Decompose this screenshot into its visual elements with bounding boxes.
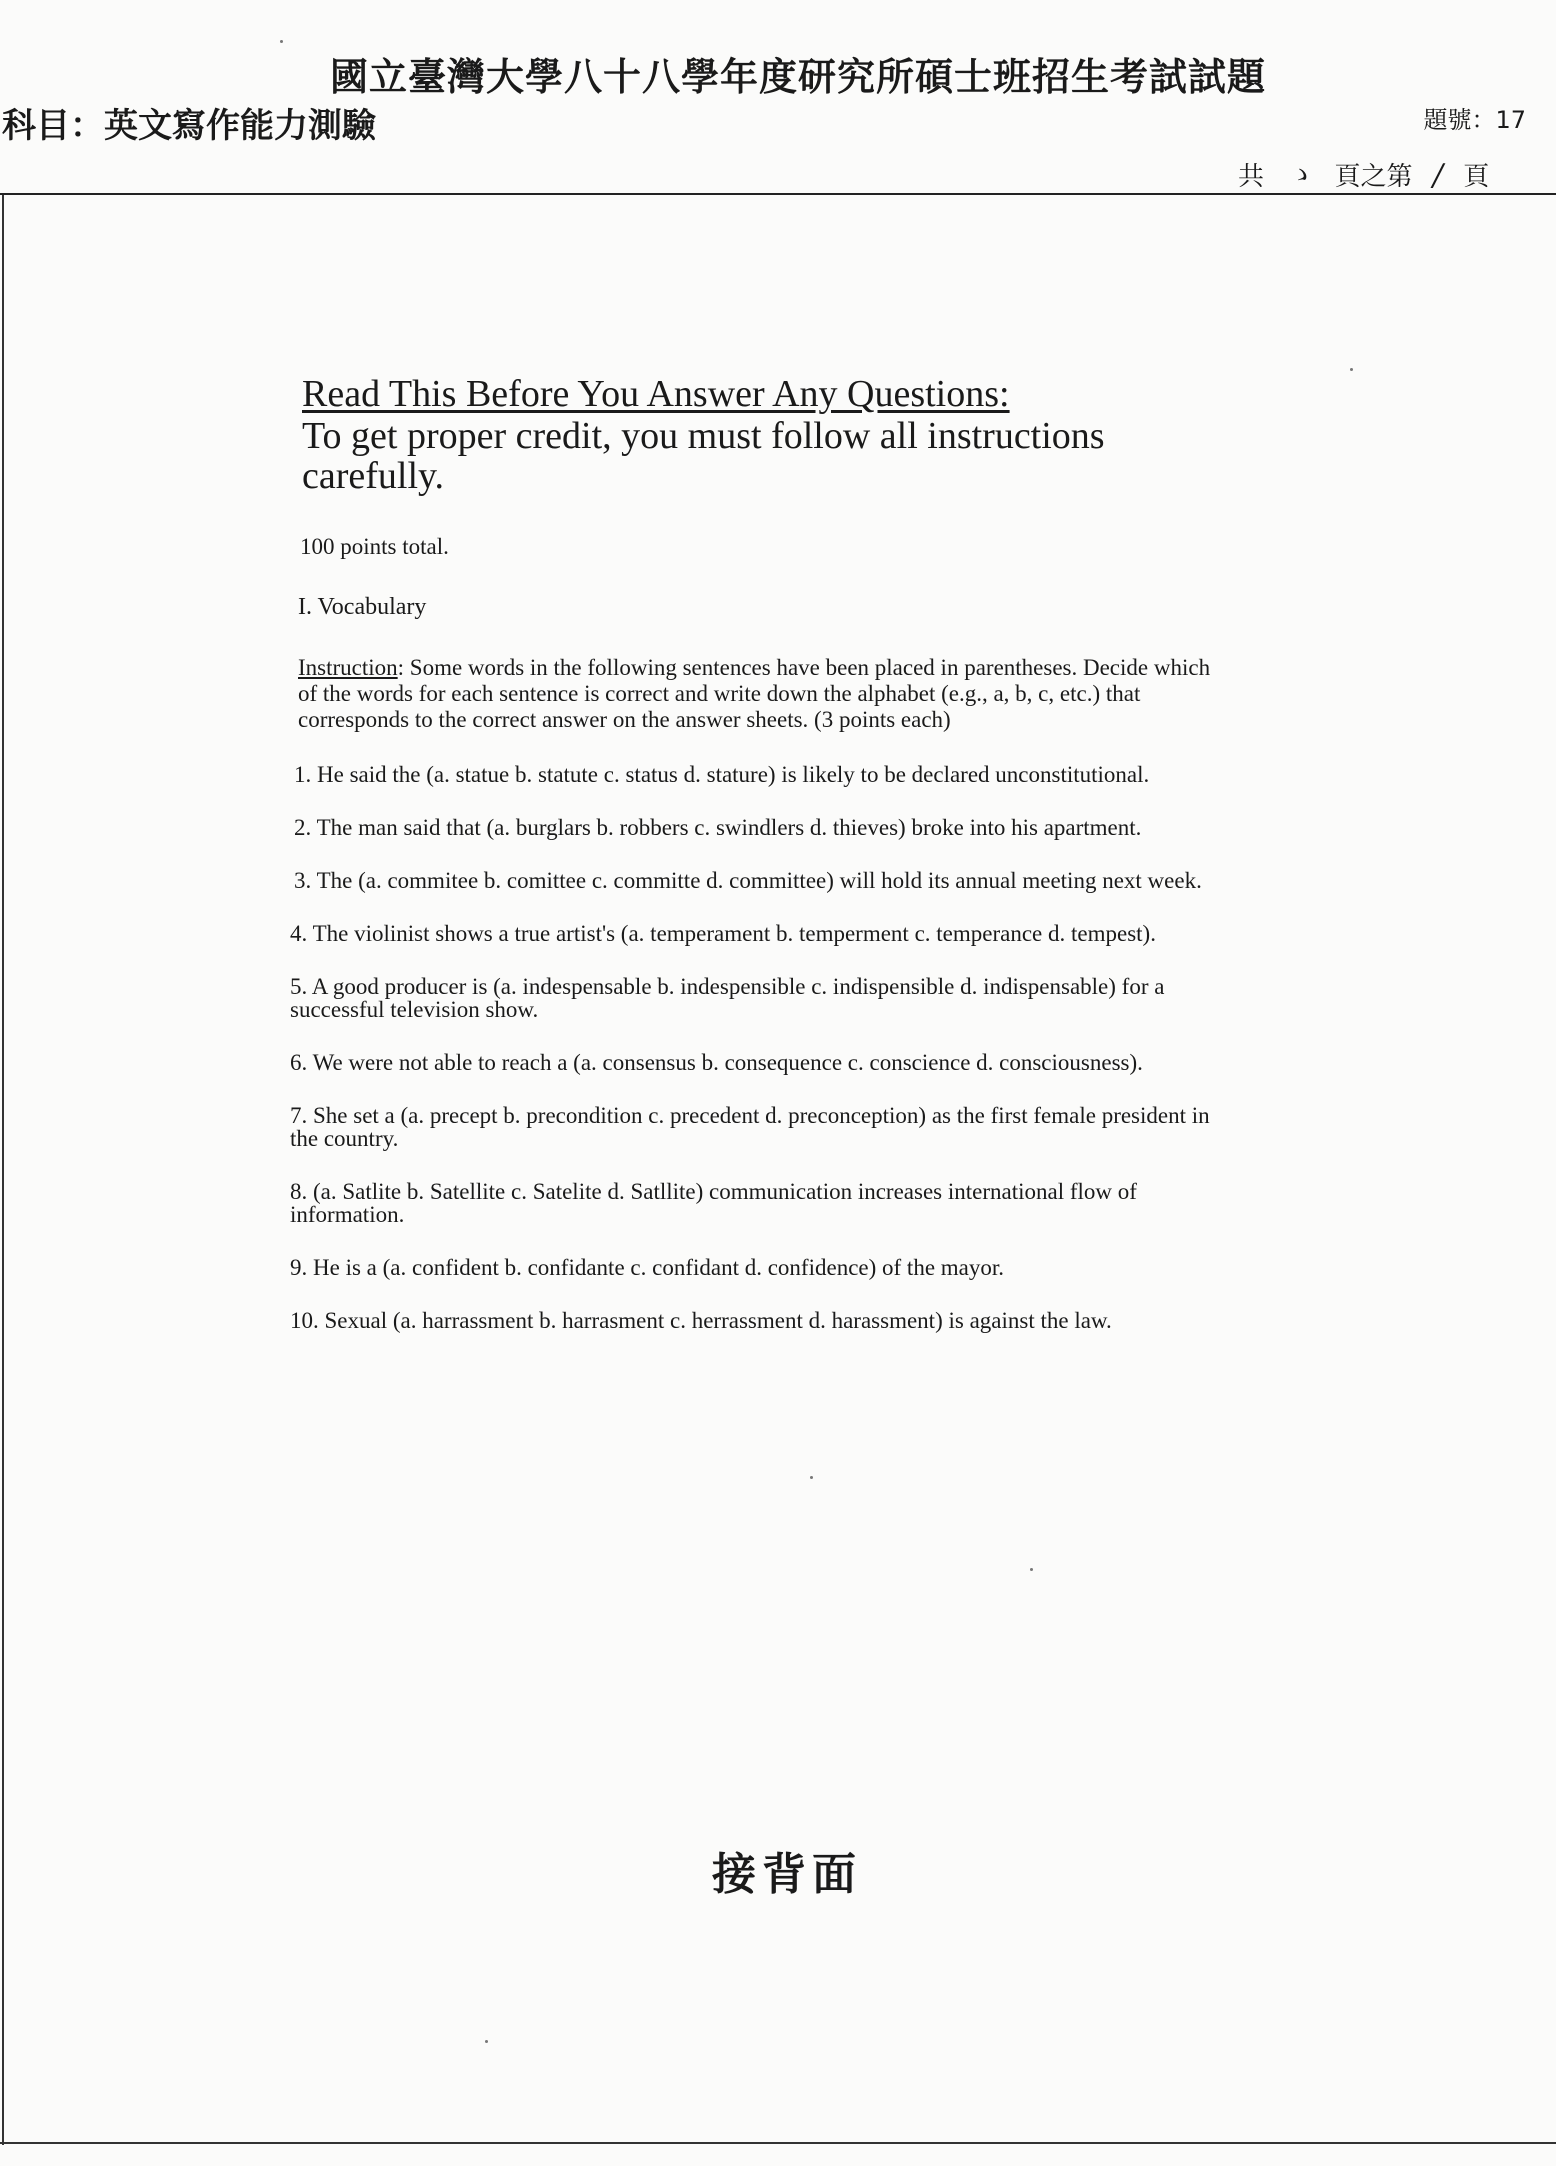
page-total-prefix: 共 — [1238, 162, 1265, 192]
instruction-paragraph — [298, 655, 1224, 733]
question-item: 8. (a. Satlite b. Satellite c. Satelite d. Satllite) communication increases international flow of information. — [290, 1179, 1137, 1227]
section-title: I. Vocabulary — [298, 594, 427, 620]
bottom-border — [0, 2142, 1556, 2144]
question-item: 9. He is a (a. confident b. confidante c. confidant d. confidence) of the mayor. — [290, 1255, 1005, 1280]
page-suffix: 頁 — [1463, 162, 1490, 192]
page-mid: 頁之第 — [1334, 162, 1413, 192]
page-count — [1238, 150, 1489, 194]
instruction-text: : Some words in the following sentences have been placed in parentheses. Decide which of the words for each sentence is correct and write down the alphabet (e.g., a, b, c, etc.) that corresponds to the correct answer on the answer sheets. (3 points each) — [298, 655, 1211, 732]
question-item: 10. Sexual (a. harrassment b. harrasment c. herrassment d. harassment) is against the law. — [290, 1308, 1112, 1333]
scan-speck — [280, 40, 283, 43]
scan-speck — [1350, 368, 1353, 371]
question-item: 2. The man said that (a. burglars b. robbers c. swindlers d. thieves) broke into his apartment. — [294, 815, 1142, 840]
left-border — [2, 195, 4, 2145]
question-number: 題號：17 — [1423, 106, 1526, 134]
scan-speck — [485, 2040, 488, 2043]
header-divider — [0, 193, 1556, 195]
exam-content — [284, 372, 1224, 1332]
exam-title: 國立臺灣大學八十八學年度研究所碩士班招生考試試題 — [330, 55, 1267, 99]
question-item: 4. The violinist shows a true artist's (a. temperament b. temperment c. temperance d. tempest). — [290, 921, 1156, 946]
read-this-heading: Read This Before You Answer Any Questions: — [302, 373, 1010, 415]
scan-speck — [810, 1476, 813, 1479]
continue-on-back-note: 接背面 — [712, 1849, 862, 1900]
question-item: 3. The (a. commitee b. comittee c. committe d. committee) will hold its annual meeting next week. — [294, 868, 1202, 893]
question-item: 5. A good producer is (a. indespensable b. indespensible c. indispensible d. indispensable) for a successful television show. — [290, 974, 1165, 1022]
question-item: 6. We were not able to reach a (a. consensus b. consequence c. conscience d. consciousness). — [290, 1050, 1143, 1075]
subject-label: 科目：英文寫作能力測驗 — [2, 106, 376, 146]
instruction-label: Instruction — [298, 655, 398, 680]
credit-line-1: To get proper credit, you must follow all instructions — [302, 415, 1105, 457]
question-item: 1. He said the (a. statue b. statute c. status d. stature) is likely to be declared unconstitutional. — [294, 762, 1150, 787]
page-total-handwritten: ゝ — [1284, 158, 1315, 193]
question-item: 7. She set a (a. precept b. precondition c. precedent d. preconception) as the first female president in the country. — [290, 1103, 1210, 1151]
page-current-handwritten: / — [1432, 158, 1443, 193]
credit-line-2: carefully. — [302, 455, 445, 497]
points-total: 100 points total. — [300, 534, 449, 559]
scan-speck — [1030, 1568, 1033, 1571]
